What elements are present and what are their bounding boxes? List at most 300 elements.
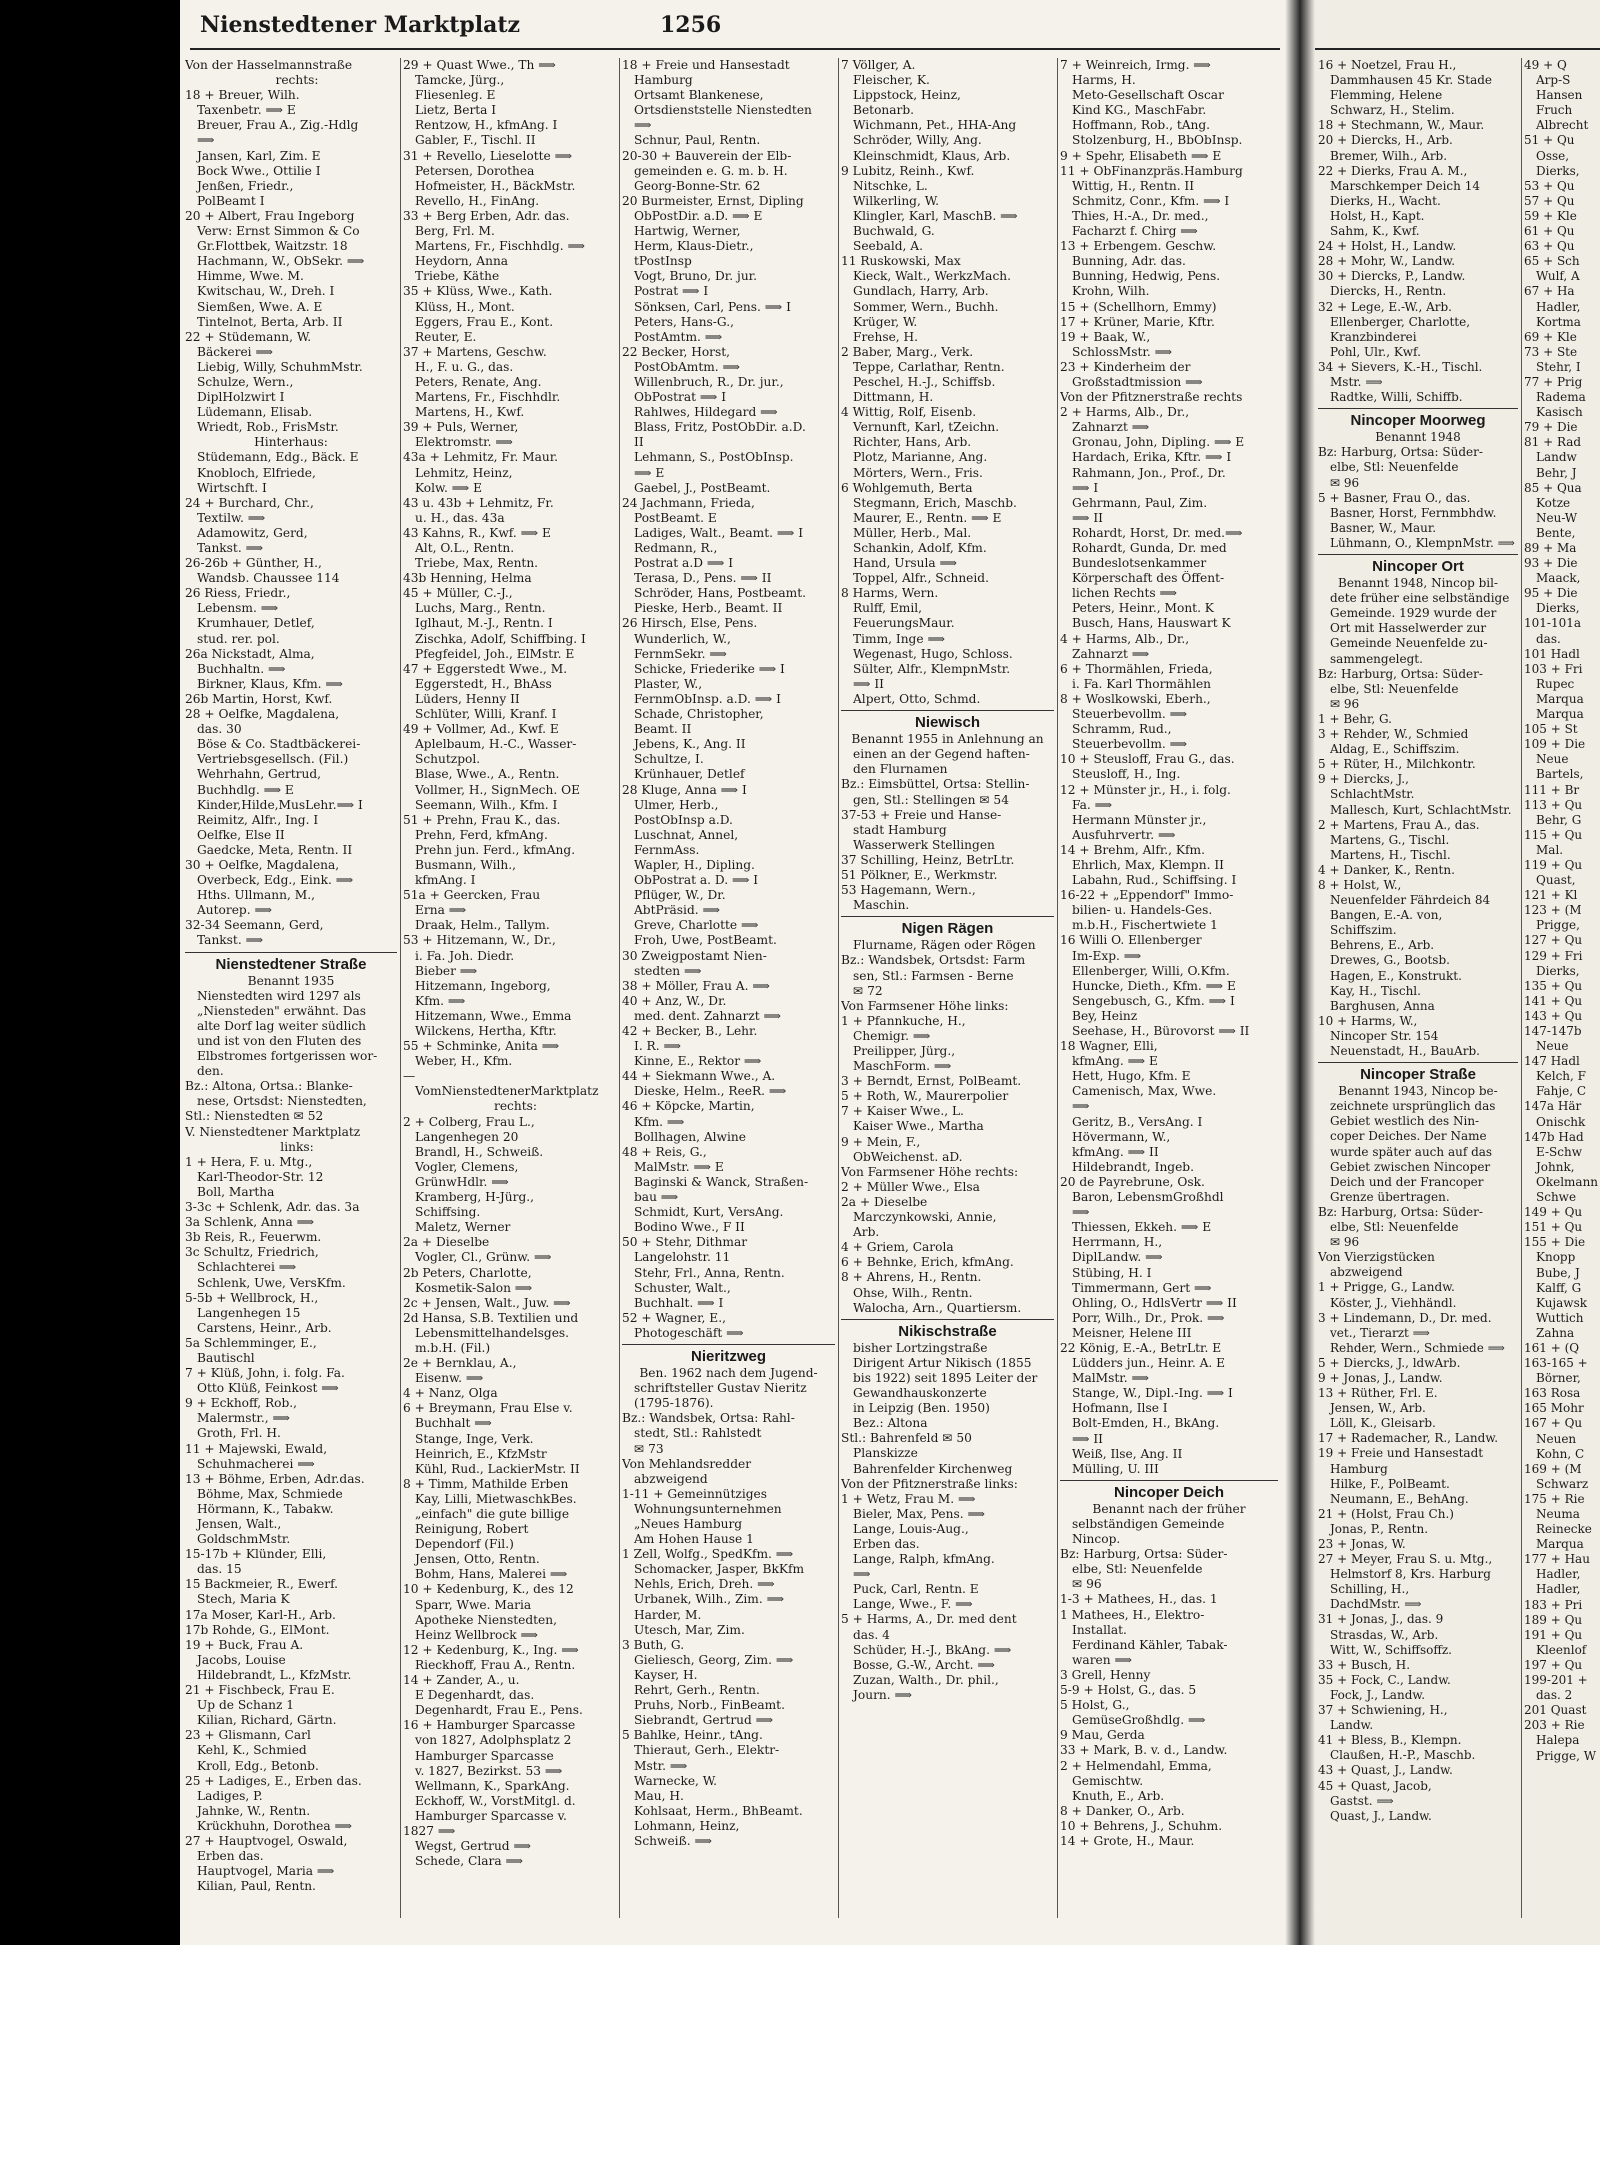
directory-line: 9 + Diercks, J., <box>1318 772 1409 787</box>
directory-line: Prehn jun. Ferd., kfmAng. <box>415 842 576 857</box>
directory-line: Heydorn, Anna <box>415 254 509 269</box>
directory-line: Behrens, E., Arb. <box>1330 938 1435 953</box>
directory-line: Vollmer, H., SignMech. OE <box>415 782 580 797</box>
directory-line: Kinne, E., Rektor ⟹ <box>634 1054 762 1069</box>
directory-line: Maurer, E., Rentn. ⟹ E <box>853 510 1002 525</box>
directory-line: Alpert, Otto, Schmd. <box>853 691 981 706</box>
directory-line: 10 + Harms, W., <box>1318 1013 1418 1028</box>
directory-line: 6 + Thormählen, Frieda, <box>1060 661 1213 676</box>
directory-line: Lebensm. ⟹ <box>197 601 279 616</box>
directory-line: Tamcke, Jürg., <box>415 73 505 88</box>
directory-line: Bey, Heinz <box>1072 1008 1138 1023</box>
directory-line: 4 + Harms, Alb., Dr., <box>1060 631 1190 646</box>
directory-line: Fliesenleg. E <box>415 88 496 103</box>
directory-line: 40 + Anz, W., Dr. <box>622 993 727 1008</box>
directory-column-4 <box>841 58 1054 1938</box>
directory-line: Neue <box>1536 1039 1569 1054</box>
directory-line: Wohnungsunternehmen <box>634 1501 782 1516</box>
directory-line: Böse & Co. Stadtbäckerei- <box>197 737 361 752</box>
directory-line: 7 Völlger, A. <box>841 58 916 72</box>
directory-line: Alt, O.L., Rentn. <box>415 541 515 555</box>
directory-line: Claußen, H.-P., Maschb. <box>1330 1748 1476 1763</box>
street-heading: Nincoper Straße <box>1318 1062 1518 1084</box>
directory-line: Vertriebsgesellsch. (Fil.) <box>197 752 349 767</box>
column-divider <box>400 58 401 1918</box>
directory-line: 49 + Q <box>1524 58 1567 72</box>
directory-line: 119 + Qu <box>1524 857 1583 872</box>
directory-line: Gr.Flottbek, Waitzstr. 18 <box>197 239 348 254</box>
directory-line: ⟹ <box>634 118 652 133</box>
directory-line: Luchs, Marg., Rentn. <box>415 601 546 616</box>
running-head-title: Nienstedtener Marktplatz <box>200 12 521 38</box>
directory-line: Martens, H., Kwf. <box>415 405 525 420</box>
directory-line: MaschForm. ⟹ <box>853 1059 952 1074</box>
directory-line: Marczynkowski, Annie, <box>853 1210 997 1225</box>
directory-line: Draak, Helm., Tallym. <box>415 918 550 933</box>
directory-line: Hildebrandt, L., KfzMstr. <box>197 1667 352 1682</box>
directory-line: Bunning, Adr. das. <box>1072 254 1186 269</box>
directory-line: 18 + Freie und Hansestadt <box>622 58 790 72</box>
directory-line: Lühmann, O., KlempnMstr. ⟹ <box>1330 535 1515 550</box>
directory-line: Kaiser Wwe., Martha <box>853 1119 984 1134</box>
directory-line: Wellmann, K., SparkAng. <box>415 1778 570 1793</box>
directory-line: Schede, Clara ⟹ <box>415 1854 523 1869</box>
directory-line: Schlenk, Uwe, VersKfm. <box>197 1275 346 1290</box>
directory-column-3 <box>622 58 835 1938</box>
directory-line: Stange, W., Dipl.-Ing. ⟹ I <box>1072 1386 1233 1401</box>
directory-line: Kilian, Paul, Rentn. <box>197 1879 316 1894</box>
directory-line: Kieck, Walt., WerkzMach. <box>853 269 1011 284</box>
directory-line: ✉ 96 <box>1072 1577 1102 1592</box>
directory-line: i. Fa. Joh. Diedr. <box>415 948 515 963</box>
directory-line: Schuster, Walt., <box>634 1280 731 1295</box>
directory-line: Johnk, <box>1536 1159 1575 1174</box>
directory-line: Fruch <box>1536 103 1573 118</box>
directory-line: Schutzpol. <box>415 752 481 767</box>
directory-line: Fleischer, K. <box>853 73 930 88</box>
directory-line: Kasisch <box>1536 405 1583 420</box>
directory-line: Seebald, A. <box>853 239 923 254</box>
directory-line: Lippstock, Heinz, <box>853 88 961 103</box>
directory-line: Erben das. <box>853 1537 920 1551</box>
street-heading: Nieritzweg <box>622 1344 835 1366</box>
directory-line: 199-201 + <box>1524 1673 1588 1688</box>
directory-line: ⟹ E <box>634 465 665 480</box>
directory-line: 7 + Klüß, John, i. folg. Fa. <box>185 1366 345 1381</box>
directory-line: Zahnarzt ⟹ <box>1072 646 1150 661</box>
directory-line: ObPostrat ⟹ I <box>634 390 727 405</box>
directory-line: 24 Jachmann, Frieda, <box>622 495 755 510</box>
directory-line: elbe, Stl: Neuenfelde <box>1330 460 1459 475</box>
directory-line: Busmann, Wilh., <box>415 857 517 872</box>
directory-line: Seehase, H., Bürovorst ⟹ II <box>1072 1024 1250 1038</box>
directory-line: Gabler, F., Tischl. II <box>415 133 536 148</box>
directory-line: Jansen, Karl, Zim. E <box>197 148 321 163</box>
directory-line: 4 + Danker, K., Rentn. <box>1318 862 1455 877</box>
directory-line: 18 Wagner, Elli, <box>1060 1039 1158 1054</box>
directory-line: 121 + Kl <box>1524 888 1578 903</box>
directory-line: Mstr. ⟹ <box>634 1758 688 1773</box>
directory-line: 81 + Rad <box>1524 435 1582 450</box>
directory-line: Krumhauer, Detlef, <box>197 616 315 631</box>
directory-line: Revello, H., FinAng. <box>415 193 540 208</box>
directory-line: 31 + Revello, Lieselotte ⟹ <box>403 148 573 163</box>
directory-line: E Degenhardt, das. <box>415 1688 535 1703</box>
directory-line: Dammhausen 45 Kr. Stade <box>1330 73 1493 88</box>
directory-line: Knopp <box>1536 1250 1576 1265</box>
directory-line: 43a + Lehmitz, Fr. Maur. <box>403 450 559 465</box>
street-heading: Nincoper Moorweg <box>1318 408 1518 430</box>
directory-line: Okelmann <box>1536 1174 1599 1189</box>
directory-line: Mülling, U. III <box>1072 1461 1159 1476</box>
directory-line: 95 + Die <box>1524 586 1578 601</box>
directory-line: Behr, J <box>1536 465 1577 480</box>
directory-line: Thies, H.-A., Dr. med., <box>1072 208 1209 223</box>
directory-line: Peschel, H.-J., Schiffsb. <box>853 374 996 389</box>
directory-line: 10 + Behrens, J., Schuhm. <box>1060 1818 1223 1833</box>
directory-line: abzweigend <box>634 1471 708 1486</box>
directory-line: Ohling, O., HdlsVertr ⟹ II <box>1072 1295 1237 1310</box>
directory-line: Lohmann, Heinz, <box>634 1818 740 1833</box>
directory-line: Lüders, Henny II <box>415 691 520 706</box>
directory-line: Wandsb. Chaussee 114 <box>197 571 340 586</box>
directory-line: Strasdas, W., Arb. <box>1330 1627 1439 1642</box>
directory-line: Gaedcke, Meta, Rentn. II <box>197 842 353 857</box>
directory-line: Hand, Ursula ⟹ <box>853 556 958 571</box>
directory-line: 5 + Rüter, H., Milchkontr. <box>1318 757 1476 772</box>
directory-line: 20 + Diercks, H., Arb. <box>1318 133 1453 148</box>
directory-line: das. 30 <box>197 722 242 737</box>
directory-line: Petersen, Dorothea <box>415 163 535 178</box>
directory-line: Nehls, Erich, Dreh. ⟹ <box>634 1577 775 1592</box>
directory-line: 17a Moser, Karl-H., Arb. <box>185 1607 336 1622</box>
directory-line: Klüss, H., Mont. <box>415 299 515 314</box>
directory-line: 4 + Griem, Carola <box>841 1240 954 1255</box>
directory-line: Terasa, D., Pens. ⟹ II <box>634 571 772 586</box>
directory-line: coper Deiches. Der Name <box>1330 1129 1487 1144</box>
directory-line: ⟹ II <box>1072 1431 1103 1446</box>
directory-line: Fock, J., Landw. <box>1330 1687 1426 1702</box>
directory-line: den. <box>197 1064 224 1079</box>
directory-line: Meisner, Helene III <box>1072 1325 1192 1340</box>
directory-line: 20 + Albert, Frau Ingeborg <box>185 208 355 223</box>
directory-line: Diercks, H., Rentn. <box>1330 284 1447 299</box>
directory-line: Triebe, Max, Rentn. <box>415 556 539 571</box>
directory-line: 111 + Br <box>1524 782 1580 797</box>
directory-line: 16 + Hamburger Sparcasse <box>403 1718 576 1733</box>
directory-line: 37 + Schwiening, H., <box>1318 1703 1448 1718</box>
directory-line: DiplHolzwirt I <box>197 390 285 405</box>
directory-line: Labahn, Rud., Schiffsing. I <box>1072 873 1237 888</box>
directory-line: Mallesch, Kurt, SchlachtMstr. <box>1330 802 1512 817</box>
directory-line: Sönksen, Carl, Pens. ⟹ I <box>634 299 791 314</box>
directory-line: 115 + Qu <box>1524 827 1583 842</box>
directory-line: Rahmann, Jon., Prof., Dr. <box>1072 465 1226 480</box>
directory-line: Bunning, Hedwig, Pens. <box>1072 269 1221 284</box>
directory-line: Vogler, Clemens, <box>415 1159 519 1174</box>
directory-line: Mal. <box>1536 842 1564 857</box>
directory-line: Buchhdlg. ⟹ E <box>197 782 294 797</box>
directory-line: 2a + Dieselbe <box>403 1235 490 1250</box>
directory-line: Maack, <box>1536 571 1581 586</box>
directory-line: Adamowitz, Gerd, <box>197 525 308 540</box>
directory-line: Bieler, Max, Pens. ⟹ <box>853 1506 985 1521</box>
directory-line: 123 + (M <box>1524 903 1582 918</box>
directory-line: 19 + Freie und Hansestadt <box>1318 1446 1484 1461</box>
directory-line: Martens, H., Tischl. <box>1330 847 1451 862</box>
directory-line: Herm, Klaus-Dietr., <box>634 239 754 254</box>
directory-column-6 <box>1318 58 1518 1938</box>
directory-line: Schmitz, Conr., Kfm. ⟹ I <box>1072 193 1230 208</box>
directory-line: 43 Kahns, R., Kwf. ⟹ E <box>403 525 551 540</box>
directory-line: 59 + Kle <box>1524 208 1577 223</box>
directory-line: Beamt. II <box>634 722 692 737</box>
directory-line: Harms, H. <box>1072 73 1136 88</box>
header-rule-right <box>1315 48 1600 50</box>
directory-line: Nitschke, L. <box>853 178 928 193</box>
directory-line: 5 Bahlke, Heinr., tAng. <box>622 1728 763 1743</box>
directory-line: 5 Holst, G., <box>1060 1698 1130 1713</box>
directory-line: Wehrhahn, Gertrud, <box>197 767 322 782</box>
directory-line: Köster, J., Viehhändl. <box>1330 1295 1457 1310</box>
directory-line: 57 + Qu <box>1524 193 1575 208</box>
directory-line: Ulmer, Herb., <box>634 797 719 812</box>
directory-line: Ortsamt Blankenese, <box>634 88 764 103</box>
directory-line: Gaebel, J., PostBeamt. <box>634 480 771 495</box>
directory-line: ⟹ II <box>1072 510 1103 525</box>
directory-line: 12 + Kedenburg, K., Ing. ⟹ <box>403 1642 579 1657</box>
directory-line: Schade, Christopher, <box>634 707 764 722</box>
directory-line: 16 Willi O. Ellenberger <box>1060 933 1202 948</box>
directory-line: 165 Mohr <box>1524 1401 1584 1416</box>
directory-line: Planskizze <box>853 1446 918 1461</box>
directory-line: Krohn, Wilh. <box>1072 284 1150 299</box>
directory-line: 5 + Basner, Frau O., das. <box>1318 490 1471 505</box>
directory-line: Dirigent Artur Nikisch (1855 <box>853 1355 1032 1370</box>
directory-line: 10 + Kedenburg, K., des 12 <box>403 1582 574 1597</box>
directory-line: 33 + Busch, H. <box>1318 1657 1411 1672</box>
directory-line: 13 + Böhme, Erben, Adr.das. <box>185 1471 365 1486</box>
directory-line: 27 + Meyer, Frau S. u. Mtg., <box>1318 1552 1493 1567</box>
directory-line: Hamburg <box>1330 1461 1388 1476</box>
directory-line: ⟹ <box>197 133 215 148</box>
directory-line: Benannt 1948 <box>1375 430 1461 445</box>
directory-line: 42 + Becker, B., Lehr. <box>622 1024 758 1038</box>
directory-line: 23 + Glismann, Carl <box>185 1728 311 1743</box>
directory-line: Elbstromes fortgerissen wor- <box>197 1049 378 1064</box>
directory-line: Kühl, Rud., LackierMstr. II <box>415 1461 580 1476</box>
directory-line: 101 Hadl <box>1524 646 1580 661</box>
directory-line: Fa. ⟹ <box>1072 797 1113 812</box>
directory-line: Stl.: Bahrenfeld ✉ 50 <box>841 1431 972 1446</box>
directory-line: Am Hohen Hause 1 <box>634 1532 754 1547</box>
directory-line: Gemischtw. <box>1072 1773 1144 1788</box>
directory-line: Hauptvogel, Maria ⟹ <box>197 1864 335 1879</box>
directory-line: Rehder, Wern., Schmiede ⟹ <box>1330 1340 1505 1355</box>
directory-line: 39 + Puls, Werner, <box>403 420 519 435</box>
directory-line: 2 + Martens, Frau A., das. <box>1318 817 1480 832</box>
directory-line: 41 + Bless, B., Klempn. <box>1318 1733 1462 1748</box>
directory-line: 5 + Diercks, J., ldwArb. <box>1318 1355 1461 1370</box>
directory-line: Kranzbinderei <box>1330 329 1417 344</box>
directory-line: Mörters, Wern., Fris. <box>853 465 983 480</box>
directory-line: Baginski & Wanck, Straßen- <box>634 1174 809 1189</box>
directory-line: „Niensteden" erwähnt. Das <box>197 1003 367 1018</box>
street-heading: Nincoper Deich <box>1060 1480 1278 1502</box>
directory-line: 3 Buth, G. <box>622 1637 685 1652</box>
directory-line: Liebig, Willy, SchuhmMstr. <box>197 359 363 374</box>
directory-line: 149 + Qu <box>1524 1205 1583 1220</box>
directory-line: ⟹ II <box>853 676 884 691</box>
directory-line: Bohm, Hans, Malerei ⟹ <box>415 1567 568 1582</box>
directory-line: Heinrich, E., KfzMstr <box>415 1446 547 1461</box>
directory-line: Plotz, Marianne, Ang. <box>853 450 988 465</box>
directory-line: 14 + Grote, H., Maur. <box>1060 1833 1195 1848</box>
directory-line: 15 + (Schellhorn, Emmy) <box>1060 299 1217 314</box>
directory-line: Schweiß. ⟹ <box>634 1833 712 1848</box>
directory-line: den Flurnamen <box>853 762 948 777</box>
directory-line: das. 15 <box>197 1562 242 1577</box>
directory-line: 183 + Pri <box>1524 1597 1583 1612</box>
directory-line: Ladiges, P. <box>197 1788 263 1803</box>
directory-line: Zahna <box>1536 1325 1575 1340</box>
directory-line: Bente, <box>1536 525 1576 540</box>
directory-line: i. Fa. Karl Thormählen <box>1072 676 1212 691</box>
directory-line: Schröder, Hans, Postbeamt. <box>634 586 806 601</box>
directory-line: 2 + Müller Wwe., Elsa <box>841 1179 980 1194</box>
directory-line: 2e + Bernklau, A., <box>403 1356 517 1371</box>
directory-line: Redmann, R., <box>634 541 718 555</box>
directory-line: Kehl, K., Schmied <box>197 1743 307 1758</box>
directory-line: Dependorf (Fil.) <box>415 1537 514 1552</box>
directory-line: Kramberg, H-Jürg., <box>415 1190 535 1205</box>
directory-line: 8 + Danker, O., Arb. <box>1060 1803 1185 1818</box>
directory-line: Krüger, W. <box>853 314 918 329</box>
directory-line: Weber, H., Kfm. <box>415 1054 513 1069</box>
directory-line: m.b.H. (Fil.) <box>415 1340 491 1355</box>
directory-line: 48 + Reis, G., <box>622 1144 707 1159</box>
directory-line: Pfegfeidel, Joh., ElMstr. E <box>415 646 575 661</box>
directory-line: Blase, Wwe., A., Rentn. <box>415 767 560 782</box>
directory-line: Löll, K., Gleisarb. <box>1330 1416 1436 1431</box>
directory-line: Thiessen, Ekkeh. ⟹ E <box>1072 1220 1212 1235</box>
directory-line: 8 + Woslkowski, Eberh., <box>1060 691 1211 706</box>
directory-line: Wuttich <box>1536 1310 1584 1325</box>
directory-line: Ortsdienststelle Nienstedten <box>634 103 812 118</box>
directory-line: 17 + Rademacher, R., Landw. <box>1318 1431 1499 1446</box>
directory-line: Kalff, G <box>1536 1280 1582 1295</box>
directory-line: Pohl, Ulr., Kwf. <box>1330 344 1421 359</box>
directory-line: ⟹ I <box>1072 480 1099 495</box>
directory-line: Neumann, E., BehAng. <box>1330 1491 1469 1506</box>
directory-line: Von der Pfitznerstraße links: <box>841 1476 1018 1491</box>
directory-column-2 <box>403 58 616 1938</box>
directory-line: Dierks, <box>1536 963 1580 978</box>
directory-line: Osse, <box>1536 148 1570 163</box>
directory-line: E-Schw <box>1536 1144 1582 1159</box>
scan-border <box>0 0 180 1945</box>
directory-line: Weiß, Ilse, Ang. II <box>1072 1446 1183 1461</box>
directory-line: ✉ 96 <box>1330 475 1360 490</box>
directory-line: Blass, Fritz, PostObDir. a.D. <box>634 420 806 435</box>
directory-line: Berg, Frl. M. <box>415 224 495 239</box>
directory-line: 17b Rohde, G., ElMont. <box>185 1622 330 1637</box>
directory-line: Brandl, H., Schweiß. <box>415 1144 544 1159</box>
directory-line: Bock Wwe., Ottilie I <box>197 163 321 178</box>
directory-line: 21 + (Holst, Frau Ch.) <box>1318 1506 1454 1521</box>
directory-line: 35 + Klüss, Wwe., Kath. <box>403 284 553 299</box>
directory-line: 30 Zweigpostamt Nien- <box>622 948 767 963</box>
directory-line: 7 + Kaiser Wwe., L. <box>841 1104 964 1119</box>
directory-line: 51 Pölkner, E., Werkmstr. <box>841 867 998 882</box>
street-heading: Nienstedtener Straße <box>185 952 397 974</box>
directory-line: Schnur, Paul, Rentn. <box>634 133 761 148</box>
directory-line: Benannt 1935 <box>247 973 335 988</box>
directory-line: sammengelegt. <box>1330 651 1423 666</box>
directory-line: das. <box>1536 631 1561 646</box>
directory-line: „einfach" die gute billige <box>415 1507 570 1521</box>
directory-line: Dierks, <box>1536 163 1580 178</box>
directory-line: Frehse, H. <box>853 329 919 344</box>
directory-line: Hamburger Sparcasse v. <box>415 1808 567 1823</box>
directory-line: elbe, Stl: Neuenfelde <box>1072 1562 1203 1577</box>
directory-line: Prehn, Ferd, kfmAng. <box>415 827 548 842</box>
directory-line: Erben das. <box>197 1849 264 1864</box>
directory-line: Rentzow, H., kfmAng. I <box>415 118 558 133</box>
directory-line: Preilipper, Jürg., <box>853 1044 956 1058</box>
directory-line: PostAmtm. ⟹ <box>634 329 723 344</box>
directory-line: 5a Schlemminger, E., <box>185 1335 317 1350</box>
directory-line: Neuen <box>1536 1431 1577 1446</box>
directory-line: Autorep. ⟹ <box>197 903 272 918</box>
directory-line: Müller, Herb., Mal. <box>853 525 972 540</box>
directory-line: 53 + Qu <box>1524 178 1575 193</box>
street-heading: Nigen Rägen <box>841 916 1054 938</box>
directory-line: Maletz, Werner <box>415 1220 511 1235</box>
directory-line: FernmSekr. ⟹ <box>634 646 727 661</box>
directory-line: Ohse, Wilh., Rentn. <box>853 1285 973 1300</box>
directory-line: 37 Schilling, Heinz, BetrLtr. <box>841 852 1015 867</box>
directory-line: Holst, H., Kapt. <box>1330 208 1425 223</box>
directory-line: Dittmann, H. <box>853 390 934 405</box>
directory-line: Gewandhauskonzerte <box>853 1386 987 1401</box>
directory-line: 147-147b <box>1524 1024 1582 1038</box>
directory-line: Deich und der Francoper <box>1330 1174 1484 1189</box>
directory-line: 3-3c + Schlenk, Adr. das. 3a <box>185 1200 360 1215</box>
directory-line: 11 + Majewski, Ewald, <box>185 1441 328 1456</box>
directory-line: Hadler, <box>1536 1567 1581 1582</box>
directory-line: Wasserwerk Stellingen <box>853 837 995 852</box>
directory-line: Schomacker, Jasper, BkKfm <box>634 1562 805 1577</box>
directory-line: Von Mehlandsredder <box>622 1456 752 1471</box>
directory-line: 8 + Holst, W., <box>1318 877 1402 892</box>
directory-line: Neuenstadt, H., BauArb. <box>1330 1044 1480 1058</box>
directory-line: FeuerungsMaur. <box>853 616 955 631</box>
directory-line: Puck, Carl, Rentn. E <box>853 1582 979 1597</box>
directory-line: 1827 ⟹ <box>403 1823 456 1838</box>
directory-line: Hofmeister, H., BäckMstr. <box>415 178 576 193</box>
directory-line: Buchwald, G. <box>853 224 935 239</box>
directory-line: Zahnarzt ⟹ <box>1072 420 1150 435</box>
directory-line: Seemann, Wilh., Kfm. I <box>415 797 558 812</box>
directory-line: 34 + Sievers, K.-H., Tischl. <box>1318 359 1483 374</box>
book-gutter <box>1285 0 1315 1945</box>
directory-line: 43 + Quast, J., Landw. <box>1318 1763 1453 1778</box>
directory-line: Rehrt, Gerh., Rentn. <box>634 1683 760 1698</box>
directory-line: Richter, Hans, Arb. <box>853 435 972 450</box>
directory-line: ObPostrat a. D. ⟹ I <box>634 873 759 888</box>
directory-line: Fahje, C <box>1536 1084 1587 1099</box>
